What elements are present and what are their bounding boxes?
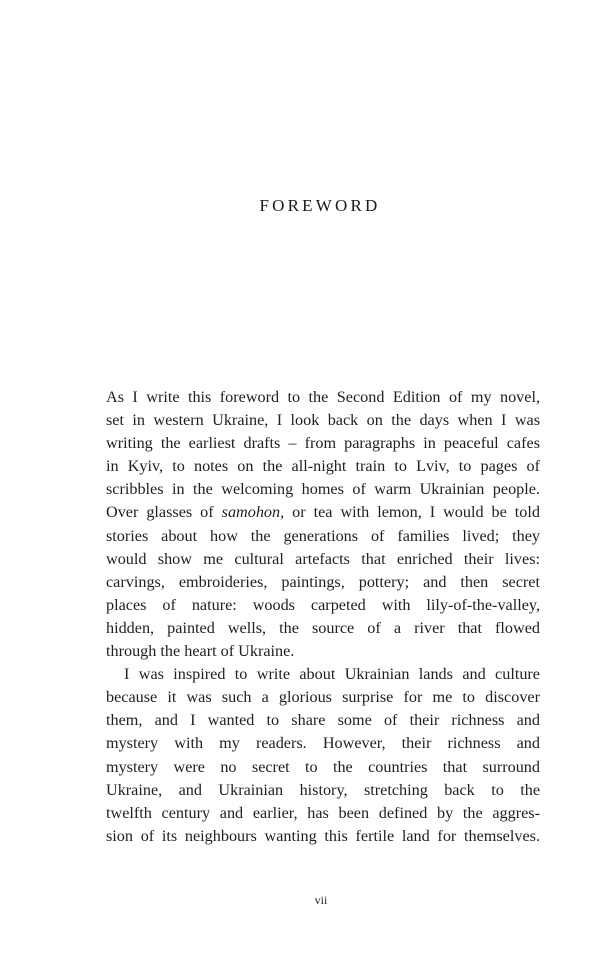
- text-line: because it was such a glorious surprise for me to discover: [106, 688, 540, 707]
- text-line: [106, 501, 540, 524]
- text-line: scribbles in the welcoming homes of warm Ukrainian people.: [106, 480, 540, 499]
- text-line: sion of its neighbours wanting this fertile land for themselves.: [106, 826, 540, 845]
- text-line: I was inspired to write about Ukrainian lands and culture: [124, 665, 540, 684]
- text-line: places of nature: woods carpeted with lily-of-the-valley,: [106, 595, 540, 614]
- text-line: hidden, painted wells, the source of a river that flowed: [106, 618, 540, 637]
- text-line: set in western Ukraine, I look back on the days when I was: [106, 411, 540, 430]
- text-run: Over glasses of: [106, 503, 222, 522]
- foreword-body: [106, 386, 540, 848]
- text-line: would show me cultural artefacts that enriched their lives:: [106, 549, 540, 568]
- paragraph-2: [106, 663, 540, 848]
- text-line: twelfth century and earlier, has been defined by the aggres-: [106, 803, 540, 822]
- text-line: Ukraine, and Ukrainian history, stretching back to the: [106, 780, 540, 799]
- text-line: stories about how the generations of families lived; they: [106, 526, 540, 545]
- chapter-heading: FOREWORD: [259, 196, 381, 215]
- text-line: mystery were no secret to the countries that surround: [106, 757, 540, 776]
- text-line: carvings, embroideries, paintings, pottery; and then secret: [106, 572, 540, 591]
- paragraph-1: [106, 386, 540, 663]
- text-line: in Kyiv, to notes on the all-night train to Lviv, to pages of: [106, 457, 540, 476]
- text-line: mystery with my readers. However, their richness and: [106, 734, 540, 753]
- italic-term: samohon: [221, 503, 281, 522]
- text-line: them, and I wanted to share some of their richness and: [106, 711, 540, 730]
- page-number: vii: [314, 893, 328, 907]
- text-run: , or tea with lemon, I would be told: [280, 503, 540, 522]
- text-line: through the heart of Ukraine.: [106, 642, 295, 661]
- text-line: As I write this foreword to the Second Edition of my novel,: [106, 388, 540, 406]
- text-line: writing the earliest drafts – from paragraphs in peaceful cafes: [106, 434, 540, 453]
